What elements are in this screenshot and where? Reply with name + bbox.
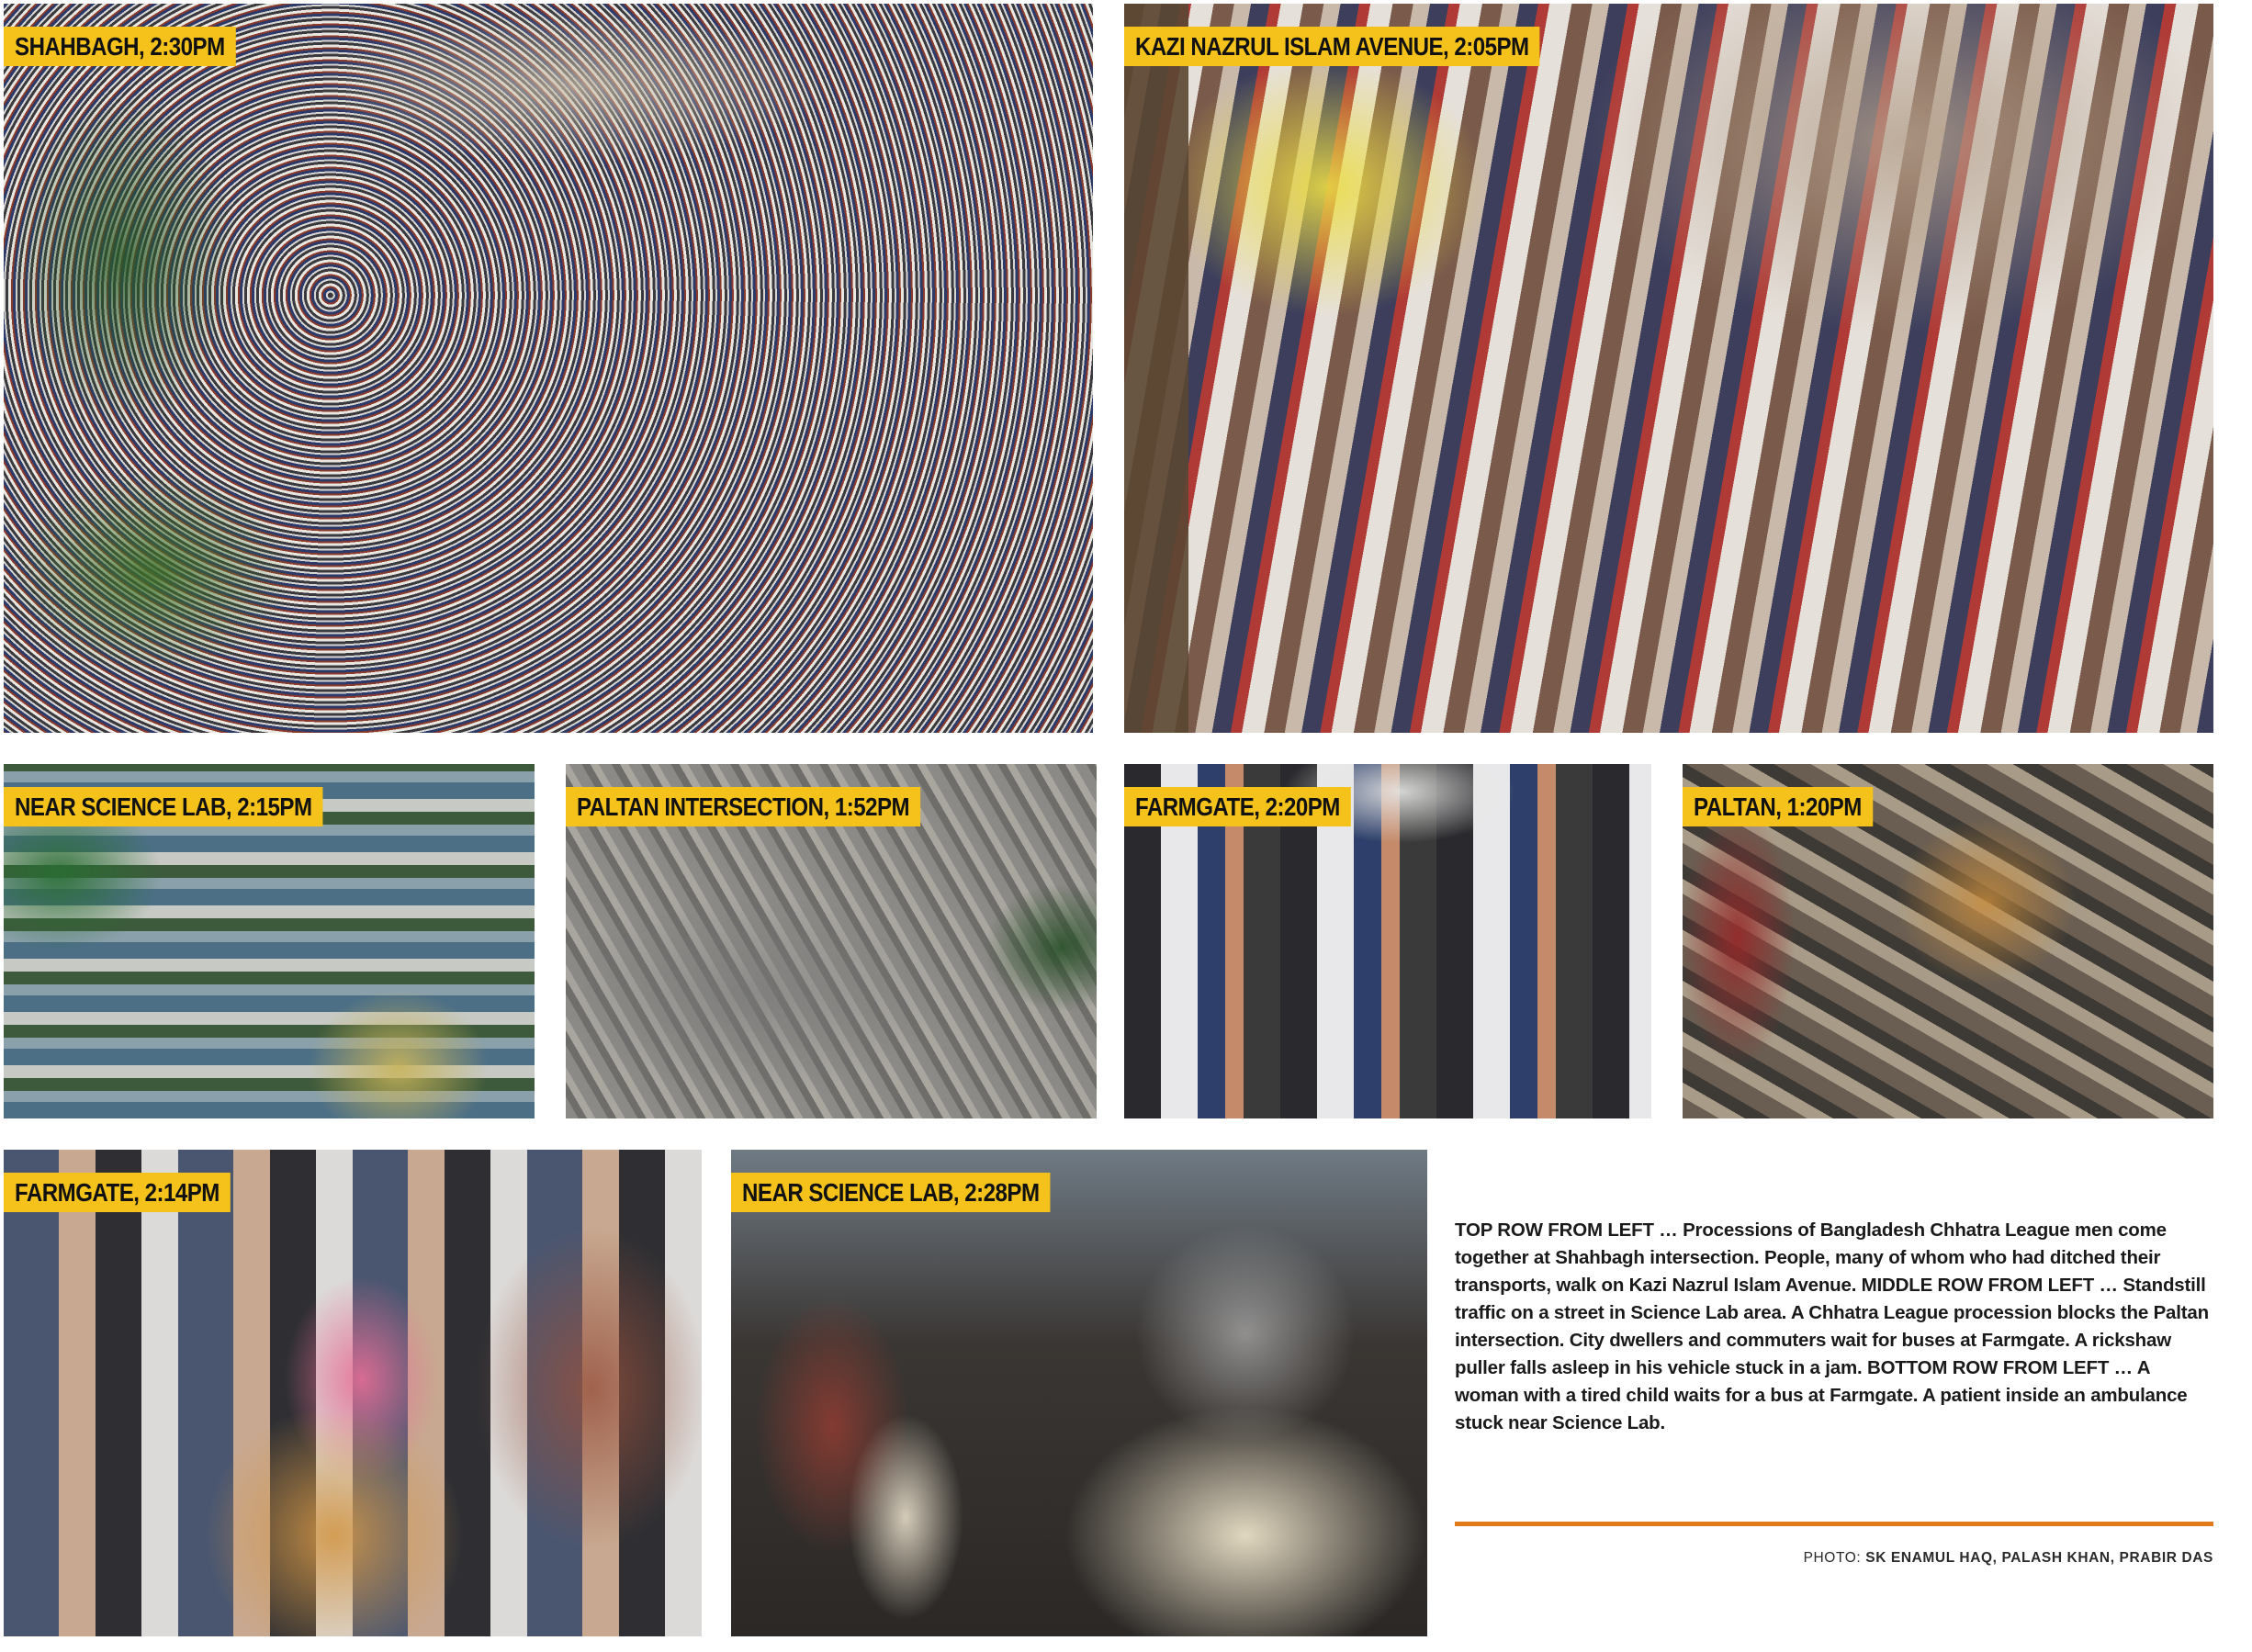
photo-credit-prefix: PHOTO: (1803, 1550, 1862, 1566)
photo-label: FARMGATE, 2:20PM (1124, 787, 1351, 826)
photo-label: PALTAN, 1:20PM (1683, 787, 1873, 826)
photo-label: NEAR SCIENCE LAB, 2:28PM (731, 1173, 1051, 1212)
photo-credit-names: SK ENAMUL HAQ, PALASH KHAN, PRABIR DAS (1865, 1550, 2213, 1566)
photo-farmgate-commuters (1124, 764, 1651, 1118)
photo-kazi-nazrul-islam-avenue (1124, 4, 2213, 733)
photo-near-science-lab-ambulance (731, 1150, 1427, 1636)
caption-divider (1455, 1522, 2213, 1526)
photo-label: KAZI NAZRUL ISLAM AVENUE, 2:05PM (1124, 27, 1540, 66)
photo-credit (1804, 1550, 2213, 1567)
photo-label: PALTAN INTERSECTION, 1:52PM (566, 787, 920, 826)
photo-caption: TOP ROW FROM LEFT … Processions of Bangladesh Chhatra League men come together at Shahbagh intersection. People, many of whom who had ditched their transports, walk on Kazi Nazrul Islam Avenue. MIDDLE ROW FROM LEFT … Standstill traffic on a street in Science Lab area. A Chhatra League procession blocks the Paltan intersection. City dwellers and commuters wait for buses at Farmgate. A rickshaw puller falls asleep in his vehicle stuck in a jam. BOTTOM ROW FROM LEFT … A woman with a tired child waits for a bus at Farmgate. A patient inside an ambulance stuck near Science Lab. (1455, 1219, 2209, 1433)
photo-shahbagh (4, 4, 1093, 733)
photo-label: SHAHBAGH, 2:30PM (4, 27, 236, 66)
photo-label: FARMGATE, 2:14PM (4, 1173, 231, 1212)
photo-near-science-lab-traffic (4, 764, 535, 1118)
photo-farmgate-woman-child (4, 1150, 702, 1636)
photo-paltan-rickshaw (1683, 764, 2213, 1118)
photo-label: NEAR SCIENCE LAB, 2:15PM (4, 787, 323, 826)
photo-paltan-intersection (566, 764, 1097, 1118)
